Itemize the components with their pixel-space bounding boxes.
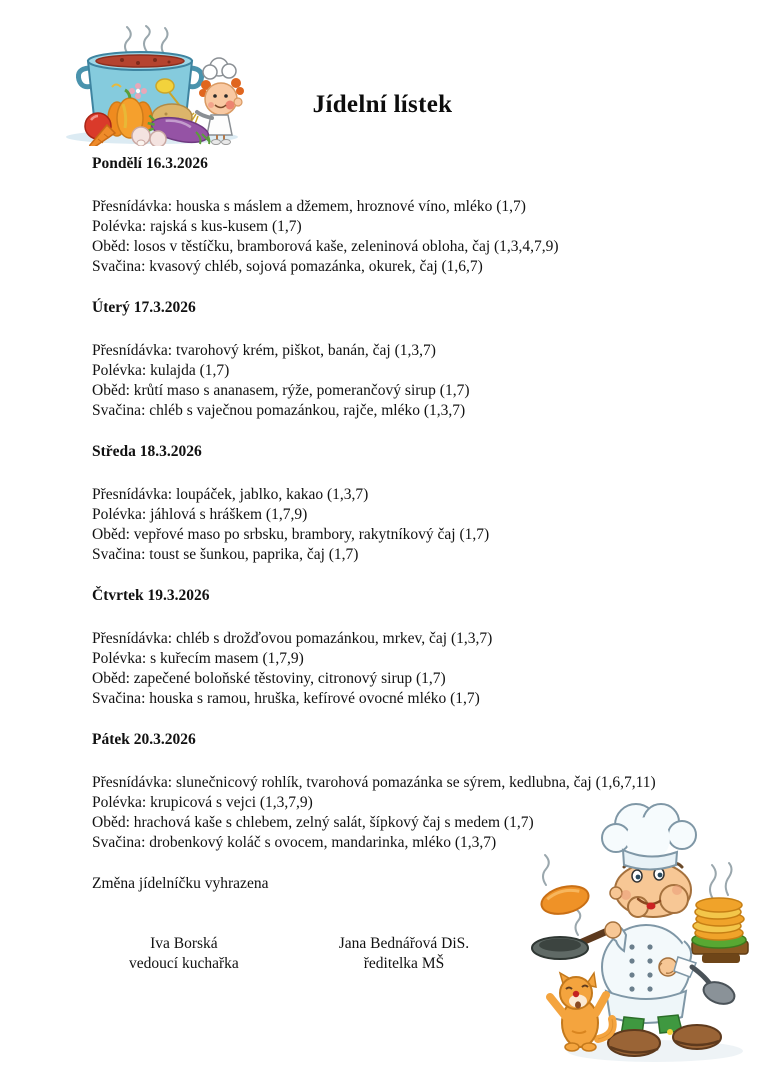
menu-line-snack-pm: Svačina: kvasový chléb, sojová pomazánka, okurek, čaj (1,6,7) [92,258,483,275]
menu-line-lunch: Oběd: zapečené boloňské těstoviny, citronový sirup (1,7) [92,670,446,687]
signature-director [339,934,469,974]
menu-line-lunch: Oběd: krůtí maso s ananasem, rýže, pomerančový sirup (1,7) [92,382,470,399]
day-section-tuesday [92,298,752,421]
menu-line-snack-am: Přesnídávka: houska s máslem a džemem, hroznové víno, mléko (1,7) [92,198,526,215]
signature-name: Jana Bednářová DiS. [338,935,470,952]
signature-name: Iva Borská [150,935,218,952]
signature-cook [129,934,239,974]
menu-line-snack-am: Přesnídávka: loupáček, jablko, kakao (1,3,7) [92,486,369,503]
child-cooking-pot-illustration [60,24,252,146]
page-title: Jídelní lístek [312,91,453,118]
menu-line-snack-am: Přesnídávka: tvarohový krém, piškot, banán, čaj (1,3,7) [92,342,436,359]
menu-line-lunch: Oběd: vepřové maso po srbsku, brambory, rakytníkový čaj (1,7) [92,526,490,543]
menu-line-snack-am: Přesnídávka: slunečnicový rohlík, tvarohová pomazánka se sýrem, kedlubna, čaj (1,6,7,11) [92,774,656,791]
day-heading: Středa 18.3.2026 [92,443,202,460]
menu-line-snack-am: Přesnídávka: chléb s drožďovou pomazánkou, mrkev, čaj (1,3,7) [92,630,493,647]
menu-line-lunch: Oběd: hrachová kaše s chlebem, zelný salát, šípkový čaj s medem (1,7) [92,814,534,831]
menu-line-soup: Polévka: rajská s kus-kusem (1,7) [92,218,302,235]
day-heading: Pátek 20.3.2026 [92,731,196,748]
menu-line-snack-pm: Svačina: drobenkový koláč s ovocem, mandarinka, mléko (1,3,7) [92,834,497,851]
menu-line-soup: Polévka: s kuřecím masem (1,7,9) [92,650,304,667]
cat-icon [550,973,613,1051]
menu-line-lunch: Oběd: losos v těstíčku, bramborová kaše, zeleninová obloha, čaj (1,3,4,7,9) [92,238,559,255]
menu-line-soup: Polévka: jáhlová s hráškem (1,7,9) [92,506,308,523]
day-heading: Úterý 17.3.2026 [92,299,196,316]
day-section-thursday [92,586,752,709]
menu-line-soup: Polévka: krupicová s vejci (1,3,7,9) [92,794,313,811]
menu-change-note: Změna jídelníčku vyhrazena [92,875,269,892]
menu-line-soup: Polévka: kulajda (1,7) [92,362,230,379]
signature-role: vedoucí kuchařka [129,955,239,972]
day-section-monday [92,154,752,277]
menu-line-snack-pm: Svačina: chléb s vaječnou pomazánkou, rajče, mléko (1,3,7) [92,402,466,419]
signature-role: ředitelka MŠ [363,955,445,972]
day-heading: Čtvrtek 19.3.2026 [92,587,210,604]
day-section-wednesday [92,442,752,565]
chef-cat-illustration [520,795,765,1081]
menu-line-snack-pm: Svačina: houska s ramou, hruška, kefírové ovocné mléko (1,7) [92,690,480,707]
day-heading: Pondělí 16.3.2026 [92,155,208,172]
chef-icon [520,795,765,1081]
cooking-pot-icon [60,24,252,146]
menu-line-snack-pm: Svačina: toust se šunkou, paprika, čaj (1,7) [92,546,359,563]
